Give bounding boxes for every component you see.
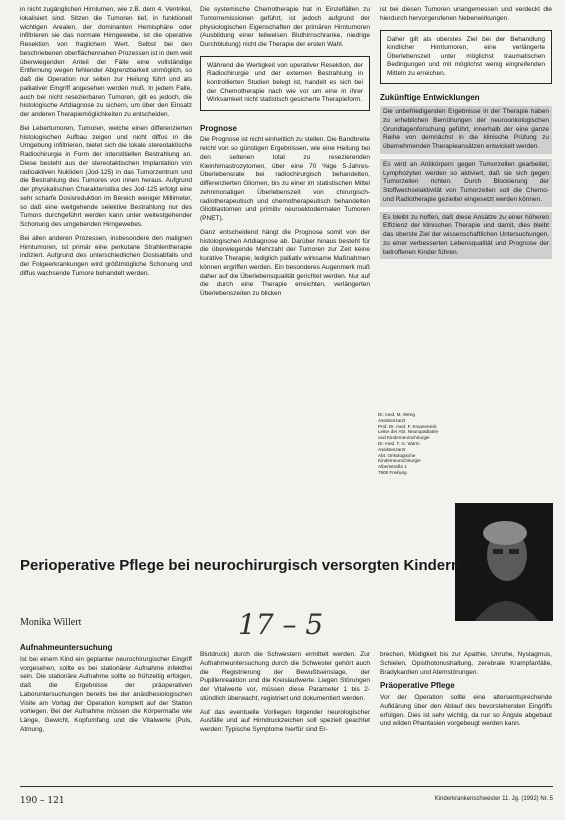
journal-footer: Kinderkrankenschwester 11. Jg. (1992) Nr. 5 (434, 796, 553, 802)
page-number: 190 – 121 (20, 796, 65, 806)
col3-paragraph-2: Die unbefriedigenden Ergebnisse in der Therapie haben zu erheblichen Bemühungen der neuroonkologischen Grundlagenforschung geführt, innerhalb der eine ganze Reihe von demnächst in die klinische Prüfung zu übernehmenden Therapieansätzen entwickelt werden. (380, 106, 552, 154)
handwritten-annotation (238, 608, 338, 648)
footer-rule (20, 786, 553, 787)
address-line: Albertstraße 1 (378, 464, 407, 470)
column-3 (380, 6, 552, 264)
bottom2-text: Blutdruck) durch die Schwestern ermittelt werden. Zur Aufnahmeuntersuchung durch die Schwester gehört auch die Registrierung der Bewußtseinslage, der Pupillenreaktion und die Kreislaufwerte. Liegen Störungen der Vitalwerte vor, müssen diese Parameter 1 bis 2-stündlich überwacht, registriert und dokumentiert werden. (200, 651, 370, 702)
col2-paragraph-3: Ganz entscheidend hängt die Prognose somit von der histologischen Artdiagnose ab. Darüber hinaus besteht für die überwiegende Mehrzahl der Tumoren zur Zeit keine kurative Therapie, lediglich palliativ wirksame Maßnahmen können ergriffen werden. Ein besonderes Augenmerk muß daher auf die Überlebensqualität gerichtet werden. Nur auf die durch eine Therapie erreichten, verlängerten Überlebenszeiten zu blicken (200, 228, 370, 298)
col2-paragraph-2: Die Prognose ist nicht einheitlich zu stellen. Die Bandbreite reicht von so günstigen Ergebnissen, wie eine Heilung bei den seltenen total zu resezierenden Kleinhirnastrozytomen, über eine 70 %ige 5-Jahres-Überlebensrate bei radiochirurgisch behandelten, differenzierten Gliomen, bis zu einer im statistischen Mittel zehnmonatigen Überlebenszeit von chirurgisch-radiotherapeutisch und chemotherapeutisch behandelten Glioblastomen und primitiv neuroektodermalen Tumoren (PNET). (200, 136, 370, 223)
col2-highlight-box: Während die Wertigkeit von operativer Resektion, der Radiochirurgie und der externen Bestrahlung in kontrollierten Studien belegt ist, handelt es sich bei der Chemotherapie nach wie vor um eine in ihrer Wirksamkeit nicht statistisch gesicherte Therapieform. (200, 56, 370, 111)
address-line: Abt. Onkologische Kinderneurochirurgie (378, 452, 421, 464)
col3-highlight-box: Daher gilt als oberstes Ziel bei der Behandlung kindlicher Hirntumoren, eine verlängerte Überlebenszeit unter möglichst traumatischen Bedingungen und mit möglichst wenig eingreifenden Mitteln zu erreichen. (380, 30, 552, 85)
bottom1-text: Ist bei einem Kind ein geplanter neurochirurgischer Eingriff vorgesehen, sollte es bei stationärer Aufnahme infektfrei sein. Die stationäre Aufnahme sollte so frühzeitig erfolgen, daß die Ergebnisse der präoperativen Laboruntersuchungen bereits bei der anästhesiologischen Visite am Vortag der Operation komplett auf der Station vorliegen. Bei der Aufnahme müssen die Körpermaße wie Länge, Gewicht, Kopfumfang und die Vitalwerte (Puls, Atmung, (20, 655, 192, 733)
bottom2-text-2: Auf das eventuelle Vorliegen folgender neurologischer Ausfälle und auf Hirndruckzeichen soll speziell geachtet werden: Typische Symptome hierfür sind Er- (200, 708, 370, 733)
prognose-heading: Prognose (200, 123, 237, 133)
bottom3-text: brechen, Müdigkeit bis zur Apathie, Unruhe, Nystagmus, Schielen, Opisthotonushaltung, zerebrale Krampfanfälle, Bradykardien und Atemstörungen. (380, 651, 552, 676)
address-line: 7900 Freiburg (378, 469, 407, 475)
address-line: und Kinderneurochirurgie (378, 435, 430, 441)
handwriting-text: 17 – 5 (238, 608, 324, 641)
bottom-column-2 (200, 651, 370, 740)
bottom-column-3 (380, 651, 552, 734)
praeoperative-heading: Präoperative Pflege (380, 681, 455, 691)
article-title: Perioperative Pflege bei neurochirurgisch versorgten Kindern (20, 557, 461, 574)
address-line: Leiter der Abt. Neuropädiatrie (378, 429, 439, 435)
bottom3-text-2: Vor der Operation sollte eine altersentsprechende Aufklärung über den Ablauf des bevorstehenden Eingriffs erfolgen. Dies ist sehr wichtig, da nur so Ängste abgebaut und wilden Phantasien vorgebeugt werden kann. (380, 694, 552, 728)
address-line: Dr. med. T. G. Warm (378, 440, 420, 446)
address-line: Prof. Dr. med. F. Krauseneck (378, 423, 437, 429)
col1-paragraph-1: in nicht zugänglichen Hirnlumen, wie z.B. dem 4. Ventrikel, lokalisiert sind. Sitzen die Tumoren tief, in funktionell wichtigen Arealen, der dominanten Hemisphäre oder infiltrieren sie das normale Hirngewebe, ist die operative Resektion von fraglichem Wert. Selbst bei den beschriebenen oberflächennahen Prozessen ist in dem weit überwiegenden Anteil der Fälle eine vollständige Entfernung wegen fehlender Abgrenzbarkeit unmöglich, so daß die Operation nur selten zur Heilung führt und als palliativer Eingriff angesehen werden muß. In jedem Falle, auch bei nicht resezierbaren Tumoren, gilt es jedoch, die histologische Artdiagnose zu sichern, um über den Einsatz der anderen Therapiemöglichkeiten zu entscheiden. (20, 6, 192, 118)
article-author: Monika Willert (20, 617, 82, 628)
col2-paragraph-1: Die systemische Chemotherapie hat in Einzelfällen zu Tumorremissionen geführt, ist jedoch aufgrund der physiologischen Eigenschaften der primären Hirntumoren (Ausbildung einer teilweisen Bluthirnschranke, niedrige Durchblutung) nicht die Therapie der ersten Wahl. (200, 6, 370, 48)
aufnahme-heading: Aufnahmeuntersuchung (20, 643, 113, 652)
col1-paragraph-3: Bei allen anderen Prozessen, insbesondere den malignen Hirntumoren, ist primär eine perkutane Strahlentherapie indiziert. Aufgrund des unterschiedlichen Dosisabfalls und der Folgeerkrankungen wird größtmögliche Schonung und diffus wachsende Tumore behandelt werden. (20, 234, 192, 277)
address-line: Assistenzarzt (378, 446, 406, 452)
zukuenftige-heading: Zukünftige Entwicklungen (380, 93, 480, 103)
column-2 (200, 6, 370, 304)
col3-paragraph-1: ist bei diesen Tumoren unangemessen und verdeckt die hierdurch hervorgerufenen Nebenwirkungen. (380, 6, 552, 22)
col1-paragraph-2: Bei Lebertumoren, Tumoren, welche einen differenzierten histologischen Aufbau zeigen und nicht diffus in die Umgebung infiltrieren, bietet sich die lokale stereotaktische Radiochirurgie in Form der interstitiellen Bestrahlung an. Diese besteht aus der stereotaktischen Implantation von radioaktiven Nukliden (Jod-125) in das Tumorzentrum und die Bestrahlung des Tumores von innen heraus. Aufgrund der physikalischen Charakteristika des Jod-125 erfolgt eine sehr scharfe Dosisreduktion im Bereich weniger Millimeter, so daß eine weitgehende selektive Bestrahlung nur des Tumors durchgeführt werden kann unter weitestgehender Schonung des umgebenden Hirngewebes. (20, 124, 192, 228)
column-1 (20, 6, 192, 284)
col3-paragraph-4: Es bleibt zu hoffen, daß diese Ansätze zu einer höheren Effizienz der klinischen Therapie und damit, dies bleibt das oberste Ziel der wissenschaftlichen Untersuchungen, zu einer verbesserten Lebensqualität und Prognose der betroffenen Kinder führen. (380, 212, 552, 260)
address-line: Dr. med. M. Weng (378, 412, 415, 417)
address-line: Assistenzarzt (378, 417, 406, 423)
bottom-column-1 (20, 640, 192, 740)
col3-paragraph-3: Es wird an Antikörpern gegen Tumorzellen gearbeitet, Lymphozyten werden so aktiviert, daß sie sich gegen Tumorzellen richten. Durch Blockierung der Stoffwechselaktivität von Tumorzellen soll die Chemo- und Radiotherapie gezielter eingesetzt werden können. (380, 159, 552, 207)
author-address (378, 412, 448, 476)
